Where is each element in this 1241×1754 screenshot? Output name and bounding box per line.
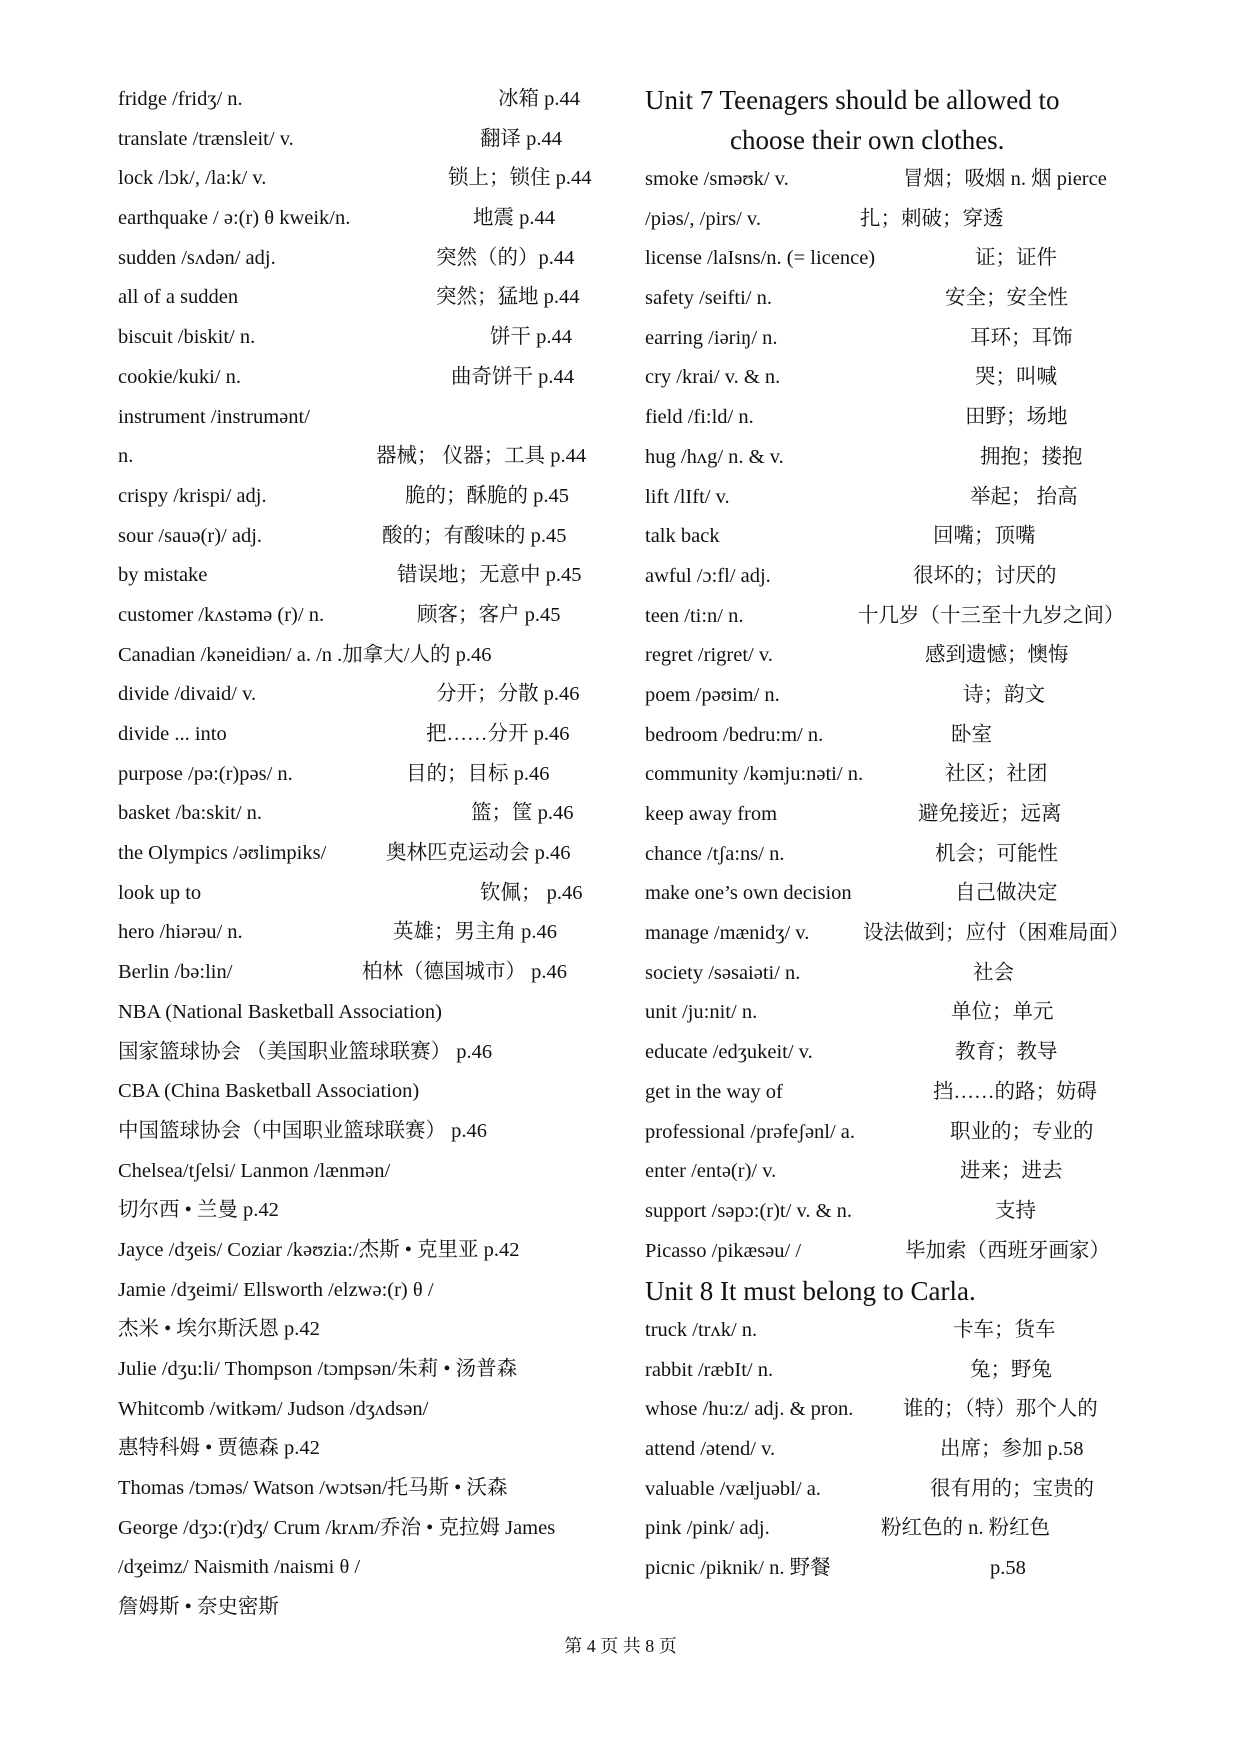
vocab-meaning: 诗；韵文 — [963, 683, 1045, 706]
vocab-meaning: 举起； 抬高 — [970, 485, 1078, 508]
vocab-entry — [645, 914, 1185, 954]
vocab-term: teen /ti:n/ n. — [645, 604, 744, 627]
vocab-entry — [118, 1191, 618, 1231]
vocab-term: unit /ju:nit/ n. — [645, 1001, 758, 1024]
vocab-meaning: 田野；场地 — [965, 406, 1068, 429]
unit7-vocabulary-list — [645, 160, 1185, 1271]
page-number: 第 4 页 共 8 页 — [564, 1636, 677, 1656]
vocab-entry — [118, 239, 618, 279]
vocab-term: license /laIsns/n. (= licence) — [645, 247, 876, 270]
vocab-meaning: 目的；目标 p.46 — [406, 762, 550, 785]
vocab-term: whose /hu:z/ adj. & pron. — [645, 1398, 854, 1421]
vocab-entry — [118, 80, 618, 120]
vocab-term: divide ... into — [118, 723, 227, 745]
vocab-term: educate /edʒukeit/ v. — [645, 1041, 813, 1064]
vocab-meaning: 职业的；专业的 — [950, 1120, 1094, 1143]
vocab-term: sour /sauə(r)/ adj. — [118, 524, 263, 547]
unit7-heading-line2: choose their own clothes. — [730, 125, 1005, 155]
vocab-meaning: 把……分开 p.46 — [426, 723, 570, 745]
vocab-meaning: 扎；刺破；穿透 — [860, 207, 1004, 230]
unit7-heading — [645, 80, 1185, 160]
vocab-meaning: 很有用的；宝贵的 — [930, 1477, 1094, 1500]
vocab-term: Berlin /bə:lin/ — [118, 961, 233, 984]
vocab-entry — [645, 319, 1185, 359]
vocab-term: Jamie /dʒeimi/ Ellsworth /elzwə:(r) θ / — [118, 1278, 434, 1301]
vocab-term: awful /ɔ:fl/ adj. — [645, 564, 771, 587]
vocab-meaning: 十几岁（十三至十九岁之间） — [858, 604, 1125, 627]
vocab-term: 杰米 • 埃尔斯沃恩 p.42 — [118, 1318, 320, 1341]
vocab-entry — [118, 199, 618, 239]
vocab-entry — [645, 1232, 1185, 1272]
vocab-term: Jayce /dʒeis/ Coziar /kəʊzia:/杰斯 • 克里亚 p.42 — [118, 1238, 520, 1261]
vocab-entry — [118, 755, 618, 795]
vocab-term: translate /trænsleit/ v. — [118, 127, 294, 150]
vocab-term: professional /prəfeʃənl/ a. — [645, 1120, 856, 1143]
vocab-meaning: 卡车；货车 — [953, 1318, 1056, 1341]
vocab-entry — [645, 993, 1185, 1033]
vocab-meaning: 地震 p.44 — [473, 207, 555, 230]
vocab-meaning: 安全；安全性 — [945, 287, 1068, 310]
vocab-meaning: 很坏的；讨厌的 — [913, 564, 1057, 587]
vocab-term: the Olympics /əʊlimpiks/ — [118, 842, 327, 865]
vocab-term: divide /divaid/ v. — [118, 683, 257, 706]
vocab-term: bedroom /bedru:m/ n. — [645, 723, 824, 746]
vocab-meaning: 拥抱；搂抱 — [980, 445, 1083, 468]
vocab-entry — [645, 1113, 1185, 1153]
vocab-entry — [645, 1152, 1185, 1192]
vocab-term: make one’s own decision — [645, 882, 852, 905]
vocab-entry — [118, 675, 618, 715]
vocab-term: poem /pəʊim/ n. — [645, 683, 780, 706]
vocab-entry — [645, 1192, 1185, 1232]
vocab-term: cry /krai/ v. & n. — [645, 366, 781, 389]
vocab-entry — [645, 1033, 1185, 1073]
vocab-entry — [118, 913, 618, 953]
vocab-term: earthquake / ə:(r) θ kweik/n. — [118, 207, 351, 230]
vocab-meaning: 进来；进去 — [960, 1160, 1063, 1183]
vocab-entry — [645, 1311, 1185, 1351]
vocab-entry — [118, 477, 618, 517]
vocab-entry — [118, 318, 618, 358]
vocab-entry — [645, 239, 1185, 279]
vocab-meaning: 突然；猛地 p.44 — [436, 286, 580, 309]
vocab-term: cookie/kuki/ n. — [118, 365, 241, 388]
vocab-entry — [118, 1231, 618, 1271]
vocab-meaning: 粉红色的 n. 粉红色 — [881, 1517, 1051, 1540]
vocab-entry — [118, 1271, 618, 1311]
vocab-term: rabbit /ræbIt/ n. — [645, 1358, 774, 1381]
vocab-term: crispy /krispi/ adj. — [118, 484, 267, 507]
vocab-meaning: 顾客；客户 p.45 — [417, 603, 561, 626]
vocab-meaning: 兔；野兔 — [970, 1358, 1052, 1381]
vocab-meaning: 柏林（德国城市） p.46 — [362, 961, 567, 984]
vocab-term: truck /trʌk/ n. — [645, 1318, 758, 1341]
vocab-term: manage /mænidʒ/ v. — [645, 922, 810, 945]
vocab-term: Thomas /tɔməs/ Watson /wɔtsən/托马斯 • 沃森 — [118, 1477, 508, 1500]
vocab-meaning: 英雄；男主角 p.46 — [393, 921, 557, 944]
vocab-entry — [118, 437, 618, 477]
vocab-entry — [118, 1588, 618, 1628]
vocab-term: CBA (China Basketball Association) — [118, 1080, 420, 1103]
right-column — [645, 80, 1185, 1589]
vocab-meaning: 曲奇饼干 p.44 — [451, 365, 574, 388]
vocab-entry — [118, 1390, 618, 1430]
vocab-meaning: 感到遗憾；懊悔 — [925, 644, 1069, 667]
vocab-entry — [645, 954, 1185, 994]
vocab-entry — [118, 1548, 618, 1588]
vocab-meaning: 翻译 p.44 — [480, 127, 562, 150]
vocab-entry — [645, 358, 1185, 398]
vocab-term: get in the way of — [645, 1080, 783, 1103]
vocab-entry — [645, 438, 1185, 478]
vocab-entry — [118, 358, 618, 398]
vocab-term: talk back — [645, 525, 720, 548]
vocab-entry — [118, 1429, 618, 1469]
vocab-entry — [118, 556, 618, 596]
vocab-term: look up to — [118, 881, 202, 904]
vocab-term: support /səpɔ:(r)t/ v. & n. — [645, 1199, 853, 1222]
vocab-meaning: 证；证件 — [975, 247, 1057, 270]
vocab-meaning: 避免接近；远离 — [918, 803, 1062, 825]
vocab-entry — [645, 835, 1185, 875]
vocab-term: lock /lɔk/, /la:k/ v. — [118, 167, 267, 190]
vocab-entry — [118, 517, 618, 557]
vocab-meaning: 社区；社团 — [945, 763, 1048, 786]
vocab-entry — [645, 1470, 1185, 1510]
vocab-entry — [645, 1073, 1185, 1113]
vocab-term: Picasso /pikæsəu/ / — [645, 1239, 802, 1262]
vocab-term: chance /tʃa:ns/ n. — [645, 842, 785, 865]
vocab-entry — [645, 478, 1185, 518]
vocab-meaning: 出席；参加 p.58 — [940, 1438, 1084, 1460]
vocab-entry — [118, 1310, 618, 1350]
vocab-entry — [645, 1351, 1185, 1391]
vocab-entry — [118, 1350, 618, 1390]
vocab-meaning: 钦佩； p.46 — [480, 881, 583, 904]
vocab-entry — [118, 1509, 618, 1549]
vocab-term: Whitcomb /witkəm/ Judson /dʒʌdsən/ — [118, 1397, 429, 1420]
vocab-term: Chelsea/tʃelsi/ Lanmon /lænmən/ — [118, 1159, 391, 1182]
vocab-term: Julie /dʒu:li/ Thompson /tɔmpsən/朱莉 • 汤普森 — [118, 1358, 518, 1380]
vocab-entry — [645, 1509, 1185, 1549]
vocab-meaning: p.58 — [990, 1557, 1026, 1580]
vocab-meaning: 锁上；锁住 p.44 — [448, 167, 592, 190]
vocab-term: biscuit /biskit/ n. — [118, 326, 256, 349]
vocab-meaning: 耳环；耳饰 — [970, 326, 1073, 349]
vocab-entry — [645, 1549, 1185, 1589]
vocab-meaning: 教育；教导 — [955, 1041, 1058, 1064]
vocab-term: safety /seifti/ n. — [645, 287, 772, 310]
vocab-entry — [645, 557, 1185, 597]
vocab-meaning: 谁的；（特）那个人的 — [903, 1398, 1098, 1421]
unit8-heading: Unit 8 It must belong to Carla. — [645, 1276, 976, 1307]
vocab-entry — [645, 398, 1185, 438]
vocab-term: pink /pink/ adj. — [645, 1517, 770, 1540]
vocab-term: /dʒeimz/ Naismith /naismi θ / — [118, 1556, 361, 1579]
vocab-term: keep away from — [645, 803, 778, 825]
vocab-term: 切尔西 • 兰曼 p.42 — [118, 1199, 279, 1222]
vocab-meaning: 冰箱 p.44 — [498, 88, 580, 110]
vocab-meaning: 毕加索（西班牙画家） — [905, 1239, 1110, 1262]
vocab-entry — [118, 1469, 618, 1509]
vocab-term: instrument /instrumənt/ — [118, 405, 310, 428]
vocab-term: hug /hʌg/ n. & v. — [645, 445, 784, 468]
vocab-entry — [118, 794, 618, 834]
vocab-meaning: 挡……的路；妨碍 — [933, 1080, 1097, 1103]
vocab-meaning: 自己做决定 — [955, 882, 1058, 905]
vocab-term: n. — [118, 445, 134, 468]
vocab-entry — [645, 517, 1185, 557]
vocab-term: basket /ba:skit/ n. — [118, 802, 263, 825]
vocab-term: George /dʒɔ:(r)dʒ/ Crum /krʌm/乔治 • 克拉姆 James — [118, 1516, 556, 1539]
vocab-entry — [118, 1152, 618, 1192]
vocab-entry — [118, 596, 618, 636]
vocab-term: 中国篮球协会（中国职业篮球联赛） p.46 — [118, 1119, 487, 1142]
vocab-term: by mistake — [118, 564, 208, 587]
vocab-entry — [645, 874, 1185, 914]
vocab-entry — [645, 160, 1185, 200]
vocab-term: customer /kʌstəmə (r)/ n. — [118, 603, 325, 626]
vocab-meaning: 回嘴；顶嘴 — [933, 525, 1036, 548]
vocab-meaning: 错误地；无意中 p.45 — [397, 564, 582, 587]
vocab-entry — [645, 1430, 1185, 1470]
vocab-meaning: 篮；筐 p.46 — [471, 802, 574, 825]
vocab-term: NBA (National Basketball Association) — [118, 1000, 442, 1023]
vocab-entry — [645, 676, 1185, 716]
vocab-term: picnic /piknik/ n. 野餐 — [645, 1557, 831, 1580]
vocab-term: 詹姆斯 • 奈史密斯 — [118, 1596, 279, 1619]
vocab-meaning: 器械； 仪器；工具 p.44 — [376, 445, 587, 468]
unit7-heading-line1: Unit 7 Teenagers should be allowed to — [645, 85, 1060, 115]
vocab-meaning: 设法做到；应付（困难局面） — [863, 922, 1130, 945]
vocab-term: community /kəmju:nəti/ n. — [645, 763, 864, 786]
vocab-meaning: 卧室 — [951, 723, 992, 746]
vocab-entry — [118, 1072, 618, 1112]
vocab-term: valuable /væljuəbl/ a. — [645, 1477, 821, 1500]
vocab-entry — [118, 953, 618, 993]
vocab-term: smoke /sməʊk/ v. — [645, 168, 789, 190]
vocab-entry — [118, 715, 618, 755]
vocab-entry — [118, 834, 618, 874]
vocab-entry — [118, 120, 618, 160]
vocab-term: society /səsaiəti/ n. — [645, 961, 801, 984]
vocab-entry — [645, 200, 1185, 240]
vocab-meaning: 哭；叫喊 — [975, 366, 1057, 389]
vocab-entry — [645, 1390, 1185, 1430]
vocab-meaning: 脆的；酥脆的 p.45 — [405, 484, 569, 507]
vocab-entry — [118, 636, 618, 676]
vocab-term: 国家篮球协会 （美国职业篮球联赛） p.46 — [118, 1040, 493, 1063]
left-column — [118, 80, 618, 1628]
vocab-entry — [645, 755, 1185, 795]
vocab-entry — [118, 1033, 618, 1073]
vocab-term: hero /hiərəu/ n. — [118, 921, 243, 944]
vocab-term: all of a sudden — [118, 286, 239, 309]
vocab-term: purpose /pə:(r)pəs/ n. — [118, 762, 293, 785]
vocab-entry — [118, 874, 618, 914]
vocab-meaning: 机会；可能性 — [935, 842, 1058, 865]
vocab-term: fridge /fridʒ/ n. — [118, 88, 243, 110]
vocab-entry — [118, 993, 618, 1033]
vocab-entry — [645, 636, 1185, 676]
vocab-term: enter /entə(r)/ v. — [645, 1160, 777, 1183]
vocab-meaning: 支持 — [995, 1199, 1036, 1222]
vocab-meaning: 饼干 p.44 — [490, 326, 572, 349]
vocab-term: regret /rigret/ v. — [645, 644, 773, 667]
vocab-entry — [118, 159, 618, 199]
vocab-entry — [118, 278, 618, 318]
vocab-meaning: 突然（的）p.44 — [436, 246, 575, 269]
vocab-term: attend /ətend/ v. — [645, 1438, 776, 1460]
vocab-term: field /fi:ld/ n. — [645, 406, 754, 429]
vocab-meaning: 分开；分散 p.46 — [436, 683, 580, 706]
vocab-entry — [118, 398, 618, 438]
unit8-vocabulary-list — [645, 1311, 1185, 1589]
vocab-term: lift /lIft/ v. — [645, 485, 730, 508]
vocab-meaning: 冒烟；吸烟 n. 烟 pierce — [903, 168, 1107, 190]
vocab-entry — [645, 716, 1185, 756]
vocab-term: sudden /sʌdən/ adj. — [118, 246, 276, 269]
vocab-entry — [645, 597, 1185, 637]
vocab-term: earring /iəriŋ/ n. — [645, 326, 778, 349]
vocab-entry — [118, 1112, 618, 1152]
vocab-term: /piəs/, /pirs/ v. — [645, 207, 761, 230]
vocab-meaning: 酸的；有酸味的 p.45 — [382, 524, 567, 547]
vocab-meaning: 社会 — [973, 961, 1014, 984]
vocab-entry — [645, 795, 1185, 835]
vocab-entry — [645, 279, 1185, 319]
vocab-term: 惠特科姆 • 贾德森 p.42 — [118, 1437, 320, 1460]
vocab-term: Canadian /kəneidiən/ a. /n .加拿大/人的 p.46 — [118, 643, 492, 666]
vocab-meaning: 单位；单元 — [951, 1001, 1054, 1024]
vocab-meaning: 奥林匹克运动会 p.46 — [386, 842, 571, 865]
